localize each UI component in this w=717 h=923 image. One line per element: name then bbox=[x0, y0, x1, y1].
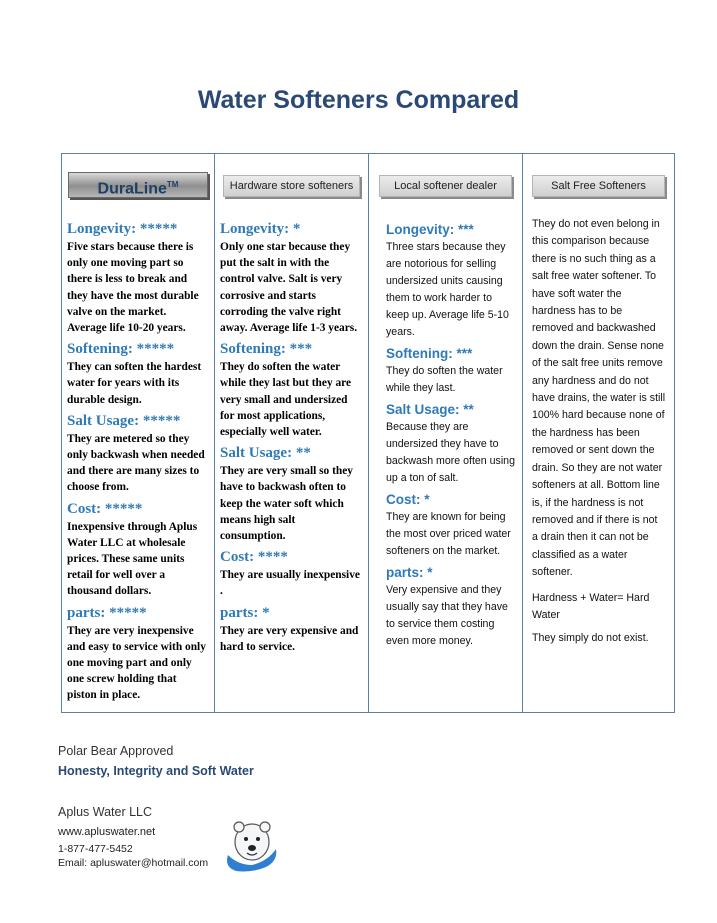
hardware-parts-heading: parts: * bbox=[220, 604, 270, 621]
hardware-cost-text: They are usually inexpensive . bbox=[220, 569, 360, 598]
column-local-dealer bbox=[369, 154, 523, 712]
dealer-cost-heading: Cost: * bbox=[386, 492, 430, 507]
page-title: Water Softeners Compared bbox=[197, 86, 520, 114]
saltfree-main-text: They do not even belong in this comparison because there is no such thing as a salt free water softener. To have soft water the hardness has to be removed and backwashed down the drain. Sense none of the salt free units remove any hardness and do not have drains, the water is still 100% hard because none of the hardness has been removed or sent down the drain. So they are not water softeners at all. Bottom line is, if the hardness is not removed and if there is not a drain then it can not be classified as a water softener. bbox=[532, 218, 666, 579]
saltfree-formula-text: Hardness + Water= Hard Water bbox=[532, 591, 650, 621]
dealer-body bbox=[386, 221, 516, 650]
footer-tagline: Honesty, Integrity and Soft Water bbox=[58, 764, 254, 778]
dealer-parts-text: Very expensive and they usually say that they have to service them costing even more money. bbox=[386, 584, 508, 647]
column-salt-free bbox=[523, 154, 674, 712]
dealer-salt-text: Because they are undersized they have to backwash more often using up a ton of salt. bbox=[386, 421, 515, 484]
saltfree-closing-text: They simply do not exist. bbox=[532, 632, 649, 645]
duraline-cost-text: Inexpensive through Aplus Water LLC at wholesale prices. These same units retail for well over a thousand dollars. bbox=[67, 520, 198, 598]
dealer-header-button: Local softener dealer bbox=[379, 175, 512, 197]
hardware-softening-text: They do soften the water while they last but they are very small and undersized for most applications, especially well water. bbox=[220, 361, 352, 439]
dealer-longevity-heading: Longevity: *** bbox=[386, 222, 474, 237]
hardware-salt-text: They are very small so they have to backwash often to keep the water soft which means high salt consumption. bbox=[220, 465, 353, 543]
dealer-cost-text: They are known for being the most over priced water softeners on the market. bbox=[386, 511, 511, 557]
dealer-softening-text: They do soften the water while they last. bbox=[386, 365, 503, 394]
hardware-header-button: Hardware store softeners bbox=[223, 175, 361, 197]
trademark-mark: TM bbox=[166, 180, 179, 189]
duraline-salt-text: They are metered so they only backwash when needed and there are many sizes to choose from. bbox=[67, 432, 205, 494]
hardware-parts-text: They are very expensive and hard to service. bbox=[220, 624, 359, 653]
hardware-body bbox=[220, 220, 362, 655]
dealer-salt-heading: Salt Usage: ** bbox=[386, 402, 474, 417]
footer-approved: Polar Bear Approved bbox=[58, 744, 174, 758]
duraline-parts-heading: parts: ***** bbox=[67, 604, 147, 621]
hardware-cost-heading: Cost: **** bbox=[220, 549, 288, 566]
footer-website: www.apluswater.net bbox=[58, 826, 156, 838]
column-duraline bbox=[62, 154, 215, 712]
duraline-cost-heading: Cost: ***** bbox=[67, 500, 143, 517]
polar-bear-logo-icon bbox=[222, 815, 280, 873]
hardware-longevity-text: Only one star because they put the salt in with the control valve. Salt is very corrosive and starts corroding the valve right away. Average life 1-3 years. bbox=[220, 241, 358, 335]
duraline-longevity-text: Five stars because there is only one moving part so there is less to break and they have the most durable valve on the market. Average life 10-20 years. bbox=[67, 241, 199, 335]
comparison-table bbox=[61, 153, 675, 713]
footer-phone: 1-877-477-5452 bbox=[58, 843, 133, 855]
footer-email: Email: apluswater@hotmail.com bbox=[58, 857, 209, 869]
duraline-salt-heading: Salt Usage: ***** bbox=[67, 412, 181, 429]
dealer-parts-heading: parts: * bbox=[386, 565, 433, 580]
duraline-longevity-heading: Longevity: ***** bbox=[67, 221, 178, 237]
dealer-longevity-text: Three stars because they are notorious for selling undersized units causing them to work harder to keep up. Average life 5-10 years. bbox=[386, 241, 509, 338]
dealer-softening-heading: Softening: *** bbox=[386, 346, 473, 361]
duraline-parts-text: They are very inexpensive and easy to service with only one moving part and only one screw holding that piston in place. bbox=[67, 624, 206, 702]
hardware-longevity-heading: Longevity: * bbox=[220, 221, 301, 237]
duraline-softening-heading: Softening: ***** bbox=[67, 341, 175, 358]
hardware-salt-heading: Salt Usage: ** bbox=[220, 445, 311, 462]
duraline-header-button bbox=[68, 172, 208, 198]
duraline-softening-text: They can soften the hardest water for years with its durable design. bbox=[67, 361, 202, 406]
duraline-body bbox=[67, 220, 208, 704]
saltfree-header-button: Salt Free Softeners bbox=[532, 175, 665, 197]
saltfree-body bbox=[532, 216, 666, 648]
duraline-header-label: DuraLine bbox=[97, 180, 167, 198]
hardware-softening-heading: Softening: *** bbox=[220, 341, 313, 358]
footer-company: Aplus Water LLC bbox=[58, 805, 153, 819]
column-hardware-store bbox=[215, 154, 369, 712]
